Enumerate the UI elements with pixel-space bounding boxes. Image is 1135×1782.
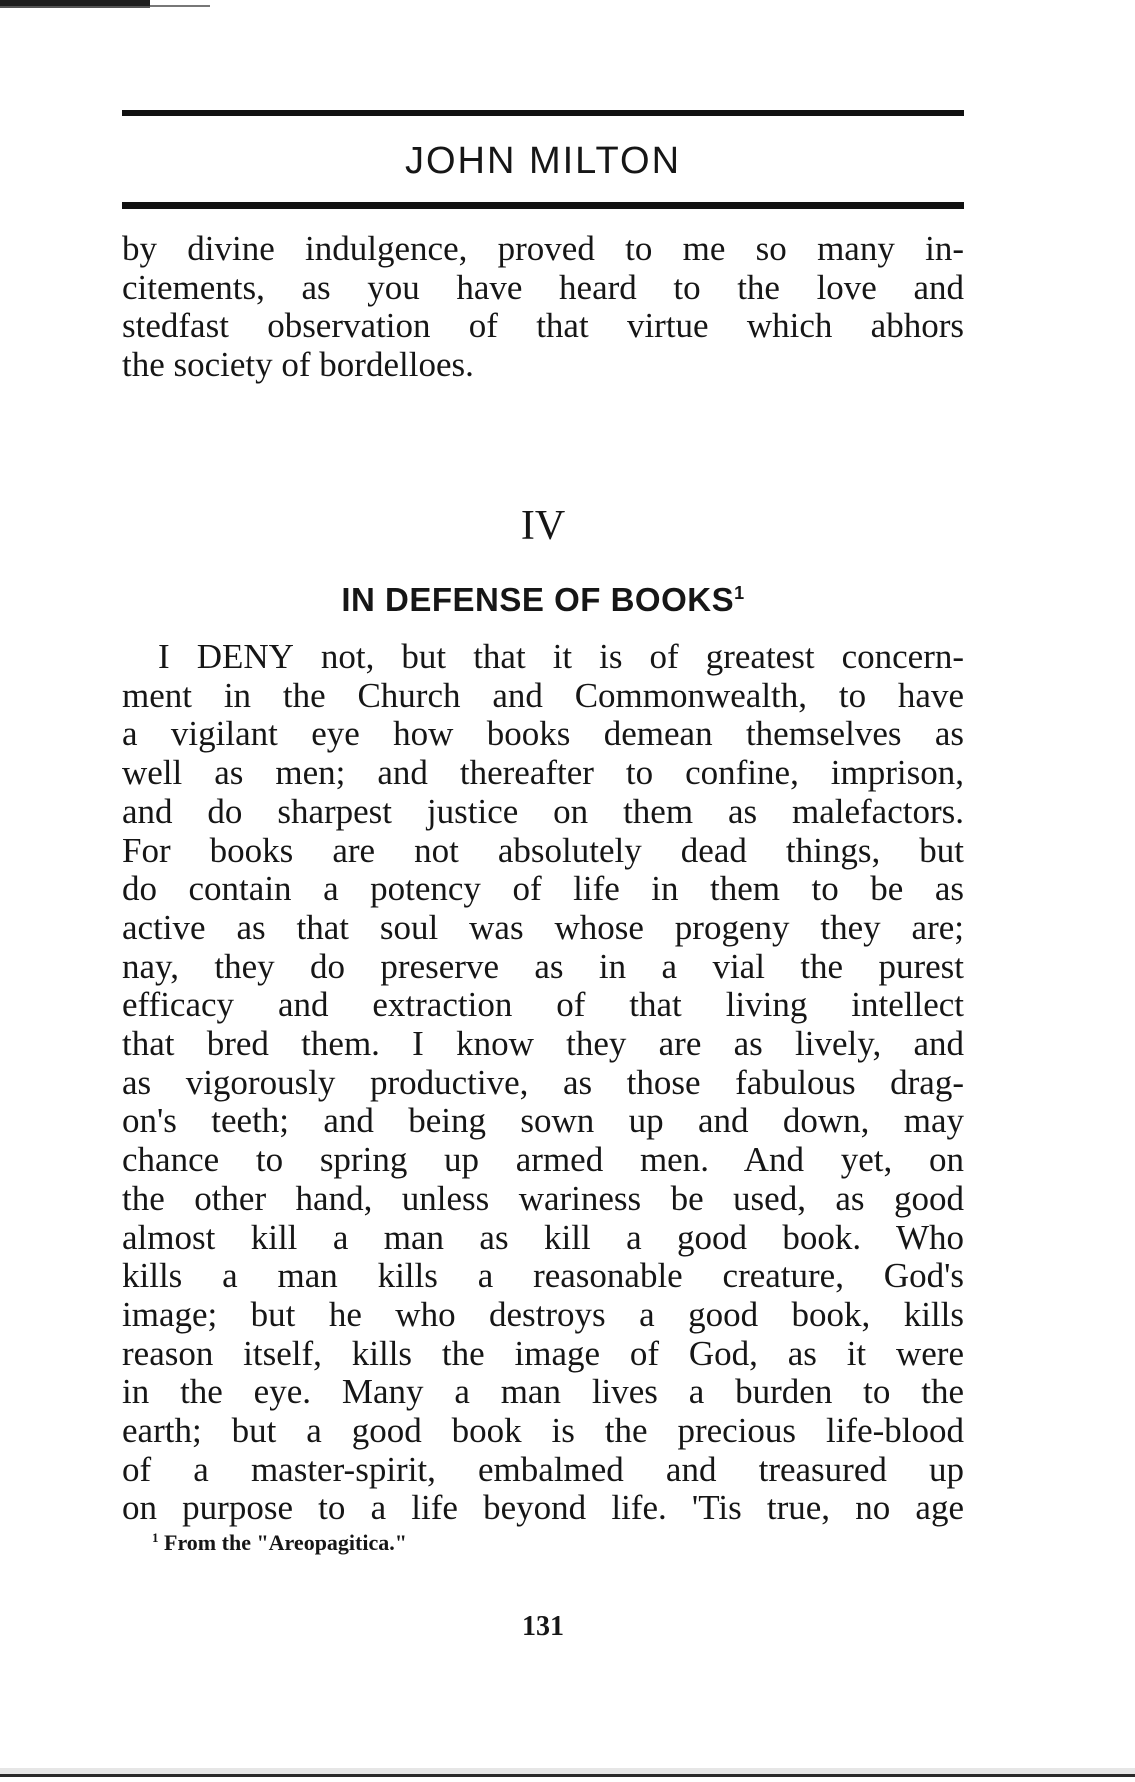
body-paragraph (122, 638, 964, 1528)
scan-edge-top-thin (150, 5, 210, 7)
text-line: a vigilant eye how books demean themselves as (122, 714, 964, 754)
footnote-text: From the "Areopagitica." (164, 1530, 407, 1555)
text-line-first (122, 638, 964, 677)
text-line: do contain a potency of life in them to be as (122, 869, 964, 909)
text-line: efficacy and extraction of that living intellect (122, 985, 964, 1025)
text-line: For books are not absolutely dead things, but (122, 830, 964, 870)
text-line: as vigorously productive, as those fabulous drag- (122, 1062, 964, 1102)
text-line: almost kill a man as kill a good book. Who (122, 1217, 964, 1257)
text-line: active as that soul was whose progeny they are; (122, 907, 964, 947)
text-line: by divine indulgence, proved to me so many in- (122, 229, 964, 268)
text-line: on's teeth; and being sown up and down, may (122, 1101, 964, 1141)
scan-edge-top (0, 0, 150, 10)
section-title-text: IN DEFENSE OF BOOKS (341, 581, 735, 618)
initial-word: I (158, 637, 170, 676)
text-line: on purpose to a life beyond life. 'Tis true, no age (122, 1488, 964, 1528)
text-line: and do sharpest justice on them as malefactors. (122, 791, 964, 831)
footnote-reference: 1 (734, 583, 745, 603)
section-title (122, 572, 964, 621)
header-rule-top (122, 110, 964, 116)
text-line: the society of bordelloes. (122, 345, 474, 385)
text-line: well as men; and thereafter to confine, imprison, (122, 753, 964, 793)
text-line: that bred them. I know they are as lively, and (122, 1024, 964, 1064)
text-line: nay, they do preserve as in a vial the purest (122, 946, 964, 986)
text-line: stedfast observation of that virtue which abhors (122, 306, 964, 346)
text-line: earth; but a good book is the precious life-blood (122, 1411, 964, 1451)
text-line: image; but he who destroys a good book, kills (122, 1294, 964, 1334)
text-line: ment in the Church and Commonwealth, to have (122, 675, 964, 715)
text-line: chance to spring up armed men. And yet, on (122, 1140, 964, 1180)
footnote (152, 1524, 407, 1557)
text-line: of a master-spirit, embalmed and treasured up (122, 1449, 964, 1489)
text-line: the other hand, unless wariness be used, as good (122, 1178, 964, 1218)
header-rule-bottom (122, 202, 964, 209)
scan-edge-bottom (0, 1768, 1135, 1782)
running-head: JOHN MILTON (404, 140, 682, 182)
first-line-rest: not, but that it is of greatest concern- (293, 637, 965, 676)
page-number: 131 (522, 1611, 564, 1642)
smallcaps-word: DENY (196, 637, 294, 676)
footnote-marker: 1 (152, 1530, 159, 1545)
text-line: citements, as you have heard to the love and (122, 267, 964, 307)
text-line: reason itself, kills the image of God, as it were (122, 1333, 964, 1373)
continuation-paragraph (122, 230, 964, 385)
text-line: kills a man kills a reasonable creature, God's (122, 1256, 964, 1296)
text-line: in the eye. Many a man lives a burden to the (122, 1372, 964, 1412)
section-number: IV (520, 503, 566, 549)
